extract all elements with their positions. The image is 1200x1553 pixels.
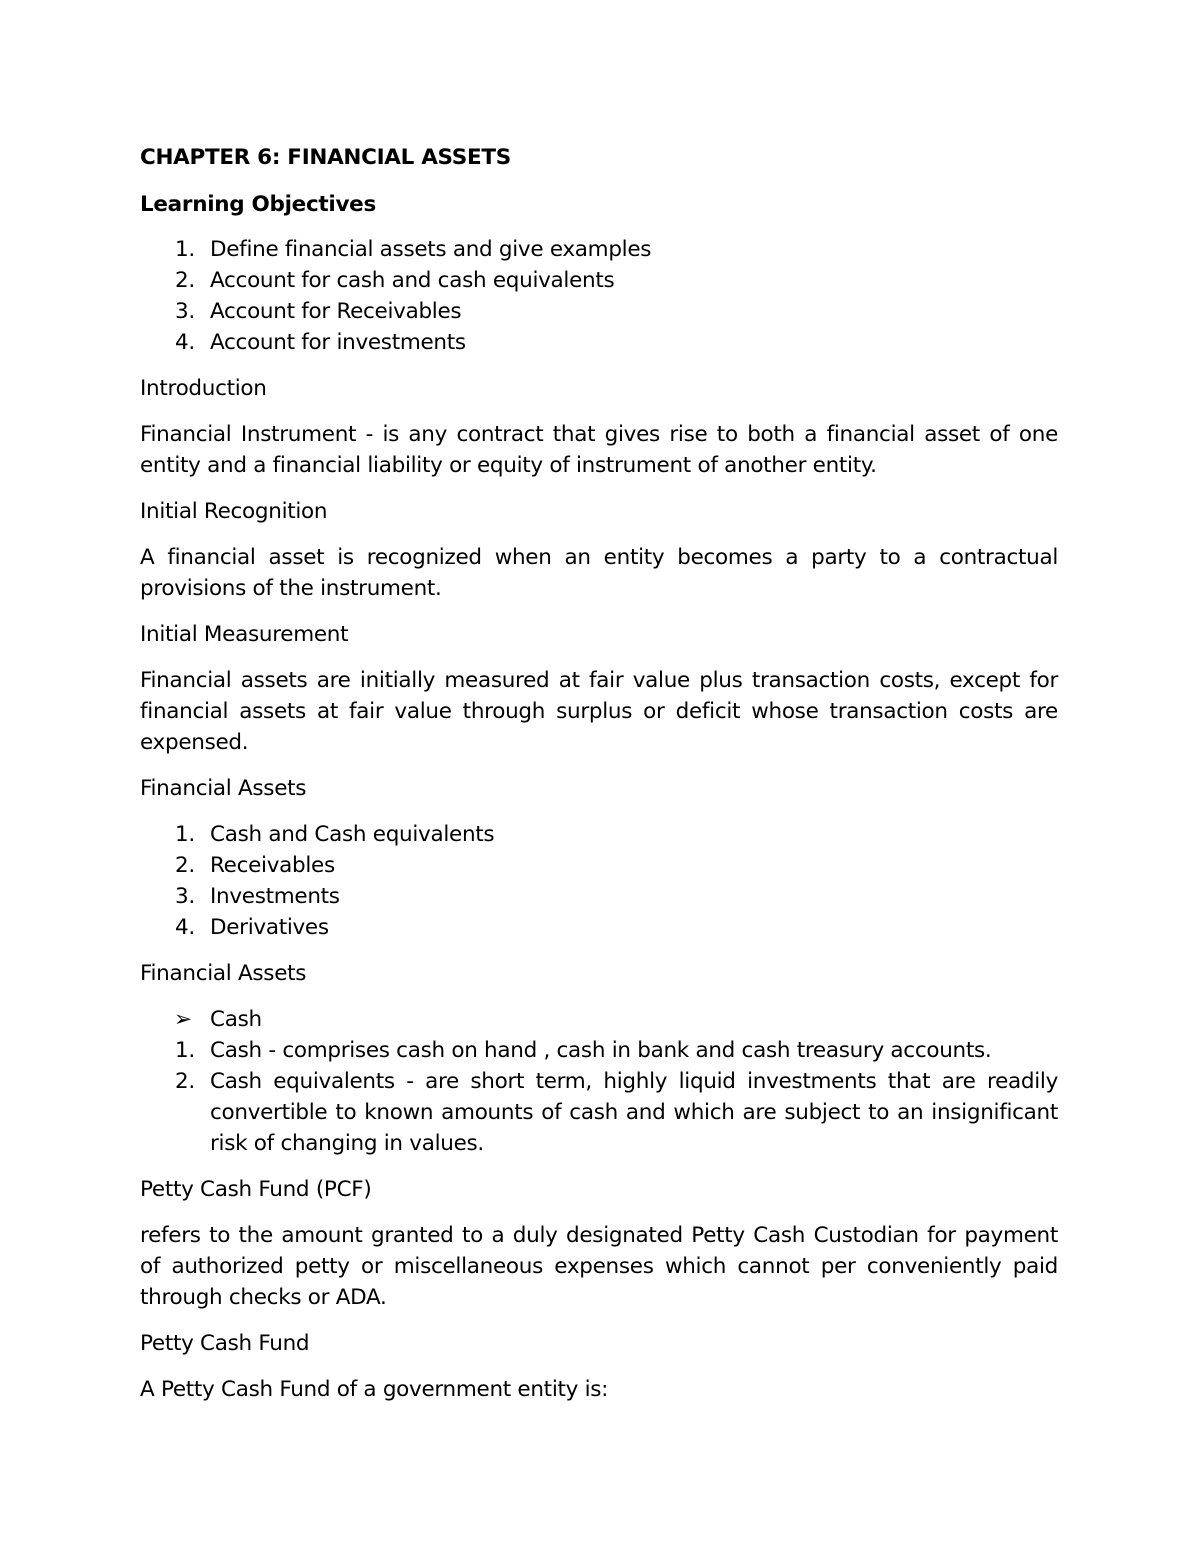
pcf-heading-2: Petty Cash Fund [140, 1331, 310, 1356]
financial-assets-heading-2: Financial Assets [140, 961, 307, 986]
list-number: 4. [175, 330, 195, 355]
bullet-item-text: Cash [210, 1007, 262, 1032]
document-page [140, 142, 1058, 1420]
list-item [140, 1035, 1058, 1066]
bullet-item [140, 1004, 1058, 1035]
list-number: 2. [175, 853, 195, 878]
list-number: 3. [175, 884, 195, 909]
list-item [140, 296, 1058, 327]
list-item-text: Cash - comprises cash on hand , cash in bank and cash treasury accounts. [210, 1038, 992, 1063]
learning-objectives-list [140, 234, 1058, 358]
list-item [140, 881, 1058, 912]
initial-recognition-paragraph: A financial asset is recognized when an entity becomes a party to a contractual provisions of the instrument. [140, 545, 1058, 601]
financial-instrument-paragraph: Financial Instrument - is any contract that gives rise to both a financial asset of one entity and a financial liability or equity of instrument of another entity. [140, 422, 1058, 478]
financial-assets-heading: Financial Assets [140, 776, 307, 801]
learning-objectives-heading: Learning Objectives [140, 192, 376, 217]
list-number: 1. [175, 237, 195, 262]
pcf-paragraph: refers to the amount granted to a duly designated Petty Cash Custodian for payment of authorized petty or miscellaneous expenses which cannot per conveniently paid through checks or ADA. [140, 1223, 1058, 1310]
cash-definitions-list [140, 1035, 1058, 1159]
list-item-text: Investments [210, 884, 340, 909]
list-item-text: Receivables [210, 853, 335, 878]
list-item [140, 234, 1058, 265]
list-item-text: Cash and Cash equivalents [210, 822, 495, 847]
list-number: 3. [175, 299, 195, 324]
list-item-text: Account for cash and cash equivalents [210, 268, 615, 293]
pcf-paragraph-2: A Petty Cash Fund of a government entity is: [140, 1377, 609, 1402]
list-number: 2. [175, 1069, 195, 1094]
list-item [140, 912, 1058, 943]
list-item-text: Account for Receivables [210, 299, 462, 324]
financial-assets-list [140, 819, 1058, 943]
list-item [140, 327, 1058, 358]
list-number: 4. [175, 915, 195, 940]
list-item [140, 850, 1058, 881]
list-item [140, 1066, 1058, 1159]
introduction-heading: Introduction [140, 376, 267, 401]
arrow-bullet-icon: ➢ [174, 1007, 192, 1032]
list-item [140, 819, 1058, 850]
pcf-heading: Petty Cash Fund (PCF) [140, 1177, 372, 1202]
initial-recognition-heading: Initial Recognition [140, 499, 328, 524]
list-item-text: Define financial assets and give examples [210, 237, 652, 262]
initial-measurement-heading: Initial Measurement [140, 622, 349, 647]
list-number: 1. [175, 1038, 195, 1063]
list-item-text: Cash equivalents - are short term, highly liquid investments that are readily convertible to known amounts of cash and which are subject to an insignificant risk of changing in values. [210, 1069, 1058, 1156]
list-number: 2. [175, 268, 195, 293]
chapter-title: CHAPTER 6: FINANCIAL ASSETS [140, 145, 511, 170]
list-number: 1. [175, 822, 195, 847]
list-item-text: Derivatives [210, 915, 329, 940]
list-item-text: Account for investments [210, 330, 466, 355]
cash-bullet-list [140, 1004, 1058, 1035]
initial-measurement-paragraph: Financial assets are initially measured at fair value plus transaction costs, except for financial assets at fair value through surplus or deficit whose transaction costs are expensed. [140, 668, 1058, 755]
list-item [140, 265, 1058, 296]
